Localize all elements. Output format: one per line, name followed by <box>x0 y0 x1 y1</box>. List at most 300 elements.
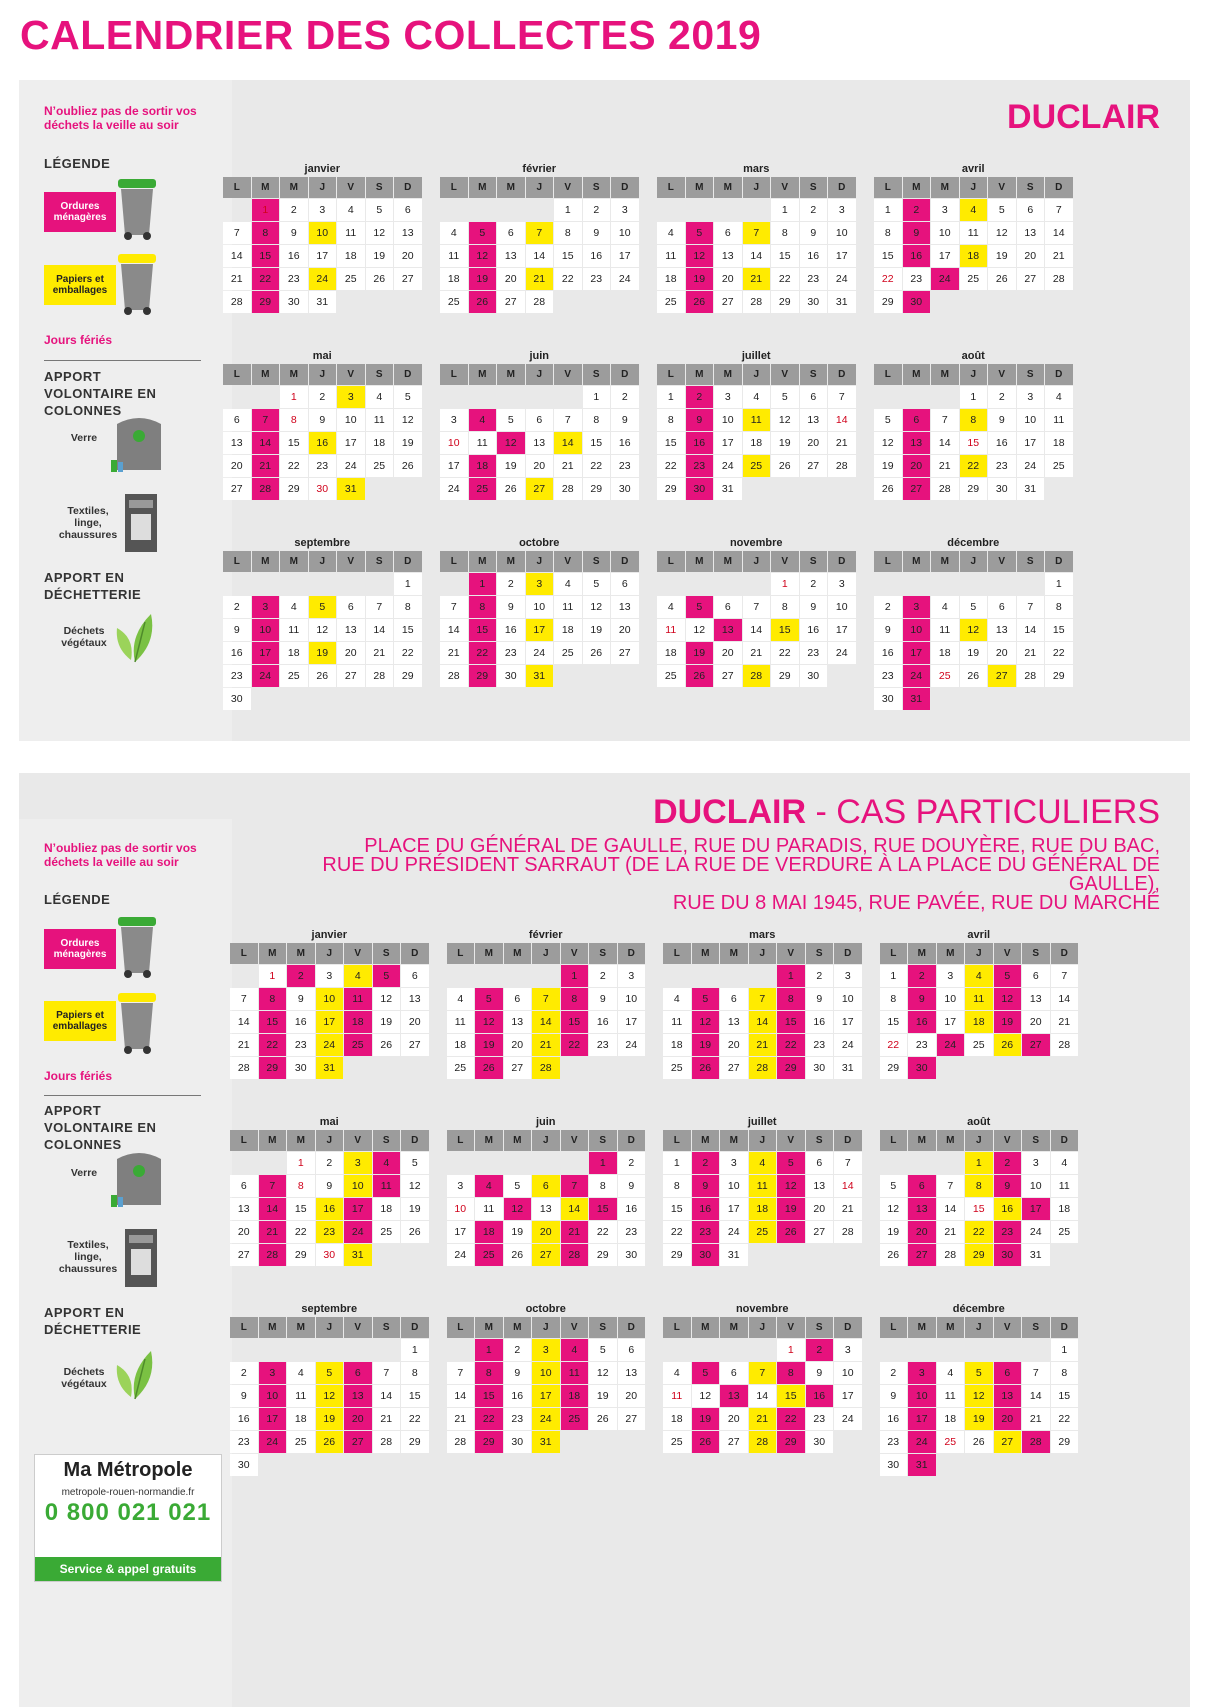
empty-cell <box>259 1152 287 1174</box>
day-grid <box>230 1130 429 1266</box>
weekday-header: V <box>337 364 365 385</box>
day-cell: 10 <box>828 596 856 618</box>
day-cell-ordures: 7 <box>259 1175 287 1197</box>
day-cell-ordures: 20 <box>903 455 931 477</box>
apport-decheterie-heading: APPORT EN DÉCHETTERIE <box>44 1305 142 1337</box>
day-cell: 9 <box>230 1385 258 1407</box>
day-cell: 19 <box>583 619 611 641</box>
day-cell: 25 <box>663 1431 691 1453</box>
day-cell: 16 <box>800 245 828 267</box>
page-title: CALENDRIER DES COLLECTES 2019 <box>20 12 762 58</box>
day-cell-ordures: 30 <box>903 291 931 313</box>
day-cell: 10 <box>828 222 856 244</box>
day-cell-ordures: 20 <box>344 1408 372 1430</box>
day-cell: 9 <box>988 409 1016 431</box>
day-cell-ordures: 24 <box>252 665 280 687</box>
day-cell-papiers: 8 <box>965 1175 993 1197</box>
weekday-header: S <box>1022 943 1050 964</box>
day-cell: 11 <box>440 245 468 267</box>
day-cell: 8 <box>663 1175 691 1197</box>
day-cell-papiers: 10 <box>316 988 344 1010</box>
day-cell: 23 <box>800 642 828 664</box>
day-cell-ordures: 6 <box>908 1175 936 1197</box>
day-cell-ordures: 30 <box>692 1244 720 1266</box>
day-cell-ordures: 7 <box>561 1175 589 1197</box>
day-cell: 8 <box>771 222 799 244</box>
day-cell: 20 <box>526 455 554 477</box>
weekday-header: M <box>287 1317 315 1338</box>
day-cell: 9 <box>583 222 611 244</box>
day-cell: 24 <box>611 268 639 290</box>
day-cell-ordures: 22 <box>252 268 280 290</box>
month-name: décembre <box>947 537 1000 549</box>
day-cell: 29 <box>960 478 988 500</box>
day-cell: 22 <box>1045 642 1073 664</box>
logo-phone[interactable]: 0 800 021 021 <box>44 1499 212 1526</box>
weekday-header: J <box>749 943 777 964</box>
weekday-header: V <box>554 177 582 198</box>
day-cell: 17 <box>309 245 337 267</box>
day-cell: 6 <box>988 596 1016 618</box>
weekday-header: M <box>908 943 936 964</box>
day-cell-ordures: 17 <box>903 642 931 664</box>
day-cell: 17 <box>834 1011 862 1033</box>
weekday-header: J <box>309 364 337 385</box>
weekday-header: D <box>828 551 856 572</box>
day-cell: 2 <box>280 199 308 221</box>
weekday-header: M <box>259 1317 287 1338</box>
day-cell-papiers: 6 <box>532 1175 560 1197</box>
day-cell-ordures: 1 <box>469 573 497 595</box>
day-cell: 23 <box>589 1034 617 1056</box>
day-cell: 11 <box>475 1198 503 1220</box>
day-cell: 29 <box>589 1244 617 1266</box>
day-cell: 4 <box>337 199 365 221</box>
day-cell-papiers: 24 <box>309 268 337 290</box>
legend-jours-feries: Jours fériés <box>44 1069 113 1083</box>
day-cell-ordures: 11 <box>344 988 372 1010</box>
weekday-header: J <box>960 551 988 572</box>
weekday-header: J <box>960 177 988 198</box>
day-cell: 10 <box>1022 1175 1050 1197</box>
day-cell: 20 <box>806 1198 834 1220</box>
day-cell: 26 <box>874 478 902 500</box>
day-cell: 7 <box>373 1362 401 1384</box>
weekday-header: M <box>497 177 525 198</box>
day-cell: 14 <box>1022 1385 1050 1407</box>
weekday-header: M <box>931 551 959 572</box>
empty-cell <box>692 1339 720 1361</box>
day-cell-papiers: 7 <box>749 988 777 1010</box>
day-cell: 28 <box>743 291 771 313</box>
day-cell: 25 <box>657 291 685 313</box>
day-cell: 3 <box>309 199 337 221</box>
day-cell: 4 <box>657 222 685 244</box>
day-cell-papiers: 14 <box>749 1011 777 1033</box>
weekday-header: M <box>280 551 308 572</box>
day-grid <box>874 551 1073 710</box>
day-cell: 22 <box>394 642 422 664</box>
day-cell: 14 <box>743 619 771 641</box>
day-cell: 13 <box>337 619 365 641</box>
day-cell: 25 <box>373 1221 401 1243</box>
weekday-header: M <box>937 943 965 964</box>
day-cell: 13 <box>401 988 429 1010</box>
weekday-header: J <box>743 364 771 385</box>
weekday-header: M <box>504 1130 532 1151</box>
day-cell-ordures: 11 <box>561 1362 589 1384</box>
weekday-header: S <box>800 551 828 572</box>
day-cell-ordures: 29 <box>252 291 280 313</box>
weekday-header: M <box>280 177 308 198</box>
day-cell: 21 <box>743 642 771 664</box>
month-name: mai <box>312 350 332 362</box>
day-cell: 6 <box>1022 965 1050 987</box>
divider <box>44 1095 201 1096</box>
weekday-header: M <box>686 364 714 385</box>
day-cell-ordures: 16 <box>903 245 931 267</box>
weekday-header: D <box>611 177 639 198</box>
day-cell: 25 <box>965 1034 993 1056</box>
day-cell: 8 <box>880 988 908 1010</box>
day-cell: 18 <box>337 245 365 267</box>
day-cell: 23 <box>280 268 308 290</box>
day-cell: 4 <box>743 386 771 408</box>
weekday-header: V <box>344 1130 372 1151</box>
day-cell: 13 <box>1017 222 1045 244</box>
streets-line: RUE DU 8 MAI 1945, RUE PAVÉE, RUE DU MARCHÉ <box>672 892 1160 914</box>
day-cell-ordures: 24 <box>908 1431 936 1453</box>
day-cell: 3 <box>931 199 959 221</box>
empty-cell <box>447 965 475 987</box>
day-cell: 2 <box>583 199 611 221</box>
day-cell-holiday: 10 <box>447 1198 475 1220</box>
day-cell: 13 <box>223 432 251 454</box>
day-cell-ordures: 26 <box>692 1431 720 1453</box>
day-cell: 30 <box>874 688 902 710</box>
day-cell: 11 <box>931 619 959 641</box>
day-cell: 8 <box>554 222 582 244</box>
day-cell: 1 <box>1051 1339 1079 1361</box>
day-cell: 27 <box>618 1408 646 1430</box>
weekday-header: M <box>714 177 742 198</box>
day-cell-ordures: 2 <box>903 199 931 221</box>
day-cell: 10 <box>720 1175 748 1197</box>
day-cell: 23 <box>230 1431 258 1453</box>
day-cell: 7 <box>1051 965 1079 987</box>
day-cell: 28 <box>828 455 856 477</box>
day-cell: 10 <box>337 409 365 431</box>
dechets-vegetaux-label: Déchets végétaux <box>61 1366 107 1390</box>
day-grid <box>657 551 856 687</box>
day-cell: 24 <box>447 1244 475 1266</box>
weekday-header: M <box>908 1317 936 1338</box>
day-cell-papiers: 22 <box>965 1221 993 1243</box>
day-cell-ordures: 8 <box>259 988 287 1010</box>
day-cell-ordures: 5 <box>994 965 1022 987</box>
legend-heading: LÉGENDE <box>44 892 111 907</box>
day-cell: 19 <box>394 432 422 454</box>
day-cell: 18 <box>663 1034 691 1056</box>
day-cell: 21 <box>373 1408 401 1430</box>
day-cell: 26 <box>589 1408 617 1430</box>
day-cell-papiers: 7 <box>743 222 771 244</box>
day-cell: 9 <box>309 409 337 431</box>
weekday-header: L <box>447 1130 475 1151</box>
day-cell: 3 <box>937 965 965 987</box>
day-cell: 9 <box>806 988 834 1010</box>
empty-cell <box>223 386 251 408</box>
legend-jours-feries: Jours fériés <box>44 333 113 347</box>
weekday-header: M <box>497 551 525 572</box>
legend-papiers: Papiers et emballages <box>44 1001 116 1041</box>
day-cell: 16 <box>611 432 639 454</box>
day-cell-ordures: 22 <box>469 642 497 664</box>
day-cell-papiers: 12 <box>316 1385 344 1407</box>
day-cell-ordures: 24 <box>903 665 931 687</box>
day-cell: 24 <box>440 478 468 500</box>
weekday-header: M <box>287 1130 315 1151</box>
day-cell: 30 <box>611 478 639 500</box>
day-cell: 23 <box>880 1431 908 1453</box>
day-cell-papiers: 14 <box>532 1011 560 1033</box>
day-cell: 8 <box>657 409 685 431</box>
day-cell-papiers: 3 <box>344 1152 372 1174</box>
day-cell: 2 <box>230 1362 258 1384</box>
day-cell-papiers: 26 <box>316 1431 344 1453</box>
empty-cell <box>686 573 714 595</box>
day-cell: 18 <box>931 642 959 664</box>
day-cell: 1 <box>874 199 902 221</box>
empty-cell <box>447 1152 475 1174</box>
day-cell: 21 <box>1022 1408 1050 1430</box>
day-cell-ordures: 16 <box>692 1198 720 1220</box>
empty-cell <box>532 1152 560 1174</box>
day-cell: 28 <box>373 1431 401 1453</box>
weekday-header: L <box>223 364 251 385</box>
day-cell: 27 <box>497 291 525 313</box>
day-cell: 23 <box>223 665 251 687</box>
day-cell: 3 <box>316 965 344 987</box>
weekday-header: L <box>223 177 251 198</box>
weekday-header: M <box>692 1130 720 1151</box>
day-cell: 13 <box>526 432 554 454</box>
day-cell-ordures: 19 <box>692 1408 720 1430</box>
day-cell: 6 <box>223 409 251 431</box>
day-cell: 12 <box>988 222 1016 244</box>
weekday-header: D <box>828 364 856 385</box>
day-cell-papiers: 31 <box>532 1431 560 1453</box>
day-cell: 6 <box>714 596 742 618</box>
weekday-header: M <box>720 943 748 964</box>
day-cell: 4 <box>1051 1152 1079 1174</box>
day-cell-ordures: 9 <box>994 1175 1022 1197</box>
day-cell: 10 <box>526 596 554 618</box>
day-cell-ordures: 19 <box>686 642 714 664</box>
weekday-header: D <box>394 177 422 198</box>
day-cell-papiers: 24 <box>316 1034 344 1056</box>
day-cell: 28 <box>834 1221 862 1243</box>
day-cell-ordures: 23 <box>686 455 714 477</box>
day-cell: 16 <box>497 619 525 641</box>
weekday-header: S <box>806 1130 834 1151</box>
locality-name: DUCLAIR <box>1007 98 1160 136</box>
day-cell: 8 <box>401 1362 429 1384</box>
day-cell-ordures: 26 <box>686 291 714 313</box>
day-grid <box>223 177 422 313</box>
day-cell: 15 <box>1045 619 1073 641</box>
empty-cell <box>1022 1339 1050 1361</box>
day-cell: 19 <box>771 432 799 454</box>
logo-badge: Service & appel gratuits <box>35 1557 221 1581</box>
day-cell-ordures: 5 <box>686 222 714 244</box>
empty-cell <box>749 965 777 987</box>
day-cell: 24 <box>720 1221 748 1243</box>
reminder-text: N’oubliez pas de sortir vos déchets la veille au soir <box>44 841 197 869</box>
day-cell: 7 <box>743 596 771 618</box>
weekday-header: V <box>994 943 1022 964</box>
day-cell-papiers: 12 <box>960 619 988 641</box>
weekday-header: M <box>287 943 315 964</box>
weekday-header: D <box>1051 943 1079 964</box>
day-cell: 12 <box>880 1198 908 1220</box>
day-cell: 2 <box>504 1339 532 1361</box>
weekday-header: L <box>440 177 468 198</box>
day-cell: 6 <box>497 222 525 244</box>
day-cell: 22 <box>280 455 308 477</box>
weekday-header: J <box>749 1317 777 1338</box>
day-cell: 8 <box>1051 1362 1079 1384</box>
empty-cell <box>440 199 468 221</box>
weekday-header: M <box>469 551 497 572</box>
day-cell: 1 <box>663 1152 691 1174</box>
section-general <box>19 80 1190 741</box>
day-cell-ordures: 29 <box>475 1431 503 1453</box>
day-cell: 13 <box>618 1362 646 1384</box>
day-cell-papiers: 21 <box>532 1034 560 1056</box>
day-cell: 12 <box>394 409 422 431</box>
day-cell: 22 <box>771 642 799 664</box>
empty-cell <box>1017 573 1045 595</box>
day-cell: 30 <box>287 1057 315 1079</box>
day-cell: 15 <box>1051 1385 1079 1407</box>
day-cell-papiers: 21 <box>749 1034 777 1056</box>
day-cell-papiers: 7 <box>532 988 560 1010</box>
day-cell: 2 <box>497 573 525 595</box>
day-cell: 9 <box>800 596 828 618</box>
day-cell: 5 <box>504 1175 532 1197</box>
day-cell: 15 <box>583 432 611 454</box>
day-cell: 27 <box>720 1431 748 1453</box>
day-cell: 16 <box>230 1408 258 1430</box>
day-cell-holiday: 25 <box>931 665 959 687</box>
day-cell: 17 <box>828 245 856 267</box>
day-cell-holiday: 14 <box>828 409 856 431</box>
weekday-header: M <box>714 551 742 572</box>
empty-cell <box>287 1339 315 1361</box>
day-cell-papiers: 3 <box>337 386 365 408</box>
day-cell-ordures: 2 <box>287 965 315 987</box>
empty-cell <box>344 1339 372 1361</box>
day-cell-ordures: 17 <box>259 1408 287 1430</box>
day-cell: 27 <box>1017 268 1045 290</box>
day-cell: 31 <box>720 1244 748 1266</box>
day-cell-ordures: 22 <box>475 1408 503 1430</box>
logo-url[interactable]: metropole-rouen-normandie.fr <box>61 1487 195 1498</box>
empty-cell <box>337 573 365 595</box>
empty-cell <box>720 1339 748 1361</box>
empty-cell <box>223 199 251 221</box>
day-cell-ordures: 5 <box>692 1362 720 1384</box>
day-cell: 15 <box>394 619 422 641</box>
day-cell: 20 <box>800 432 828 454</box>
day-cell: 6 <box>720 1362 748 1384</box>
day-cell-ordures: 7 <box>252 409 280 431</box>
day-cell: 26 <box>373 1034 401 1056</box>
day-cell: 5 <box>988 199 1016 221</box>
leaf-icon <box>111 1345 159 1401</box>
day-cell: 14 <box>230 1011 258 1033</box>
day-cell: 31 <box>714 478 742 500</box>
day-cell-papiers: 5 <box>309 596 337 618</box>
day-cell-papiers: 7 <box>526 222 554 244</box>
weekday-header: J <box>965 1130 993 1151</box>
day-cell: 14 <box>1051 988 1079 1010</box>
day-cell: 20 <box>394 245 422 267</box>
day-cell: 7 <box>447 1362 475 1384</box>
day-cell-papiers: 22 <box>960 455 988 477</box>
textiles-label: Textiles, linge, chaussures <box>58 1239 118 1275</box>
locality-title <box>1007 98 1160 137</box>
day-cell: 27 <box>504 1057 532 1079</box>
day-cell: 23 <box>874 665 902 687</box>
day-cell-ordures: 10 <box>252 619 280 641</box>
day-cell-holiday: 1 <box>777 1339 805 1361</box>
logo-title: Ma Métropole <box>63 1459 193 1481</box>
day-cell-ordures: 26 <box>692 1057 720 1079</box>
day-cell-ordures: 1 <box>589 1152 617 1174</box>
day-cell: 28 <box>230 1057 258 1079</box>
day-cell: 11 <box>469 432 497 454</box>
day-cell: 9 <box>618 1175 646 1197</box>
day-cell-papiers: 18 <box>965 1011 993 1033</box>
day-cell: 14 <box>526 245 554 267</box>
empty-cell <box>714 573 742 595</box>
day-cell: 16 <box>280 245 308 267</box>
day-cell: 19 <box>988 245 1016 267</box>
weekday-header: S <box>583 177 611 198</box>
day-cell: 29 <box>401 1431 429 1453</box>
day-cell: 5 <box>880 1175 908 1197</box>
day-cell-ordures: 2 <box>692 1152 720 1174</box>
day-cell: 13 <box>806 1175 834 1197</box>
day-cell-ordures: 19 <box>994 1011 1022 1033</box>
weekday-header: D <box>401 1317 429 1338</box>
month-name: mai <box>319 1116 339 1128</box>
weekday-header: V <box>994 1317 1022 1338</box>
day-cell-ordures: 15 <box>469 619 497 641</box>
weekday-header: M <box>908 1130 936 1151</box>
weekday-header: V <box>777 1130 805 1151</box>
weekday-header: M <box>259 943 287 964</box>
day-cell: 9 <box>497 596 525 618</box>
weekday-header: S <box>366 177 394 198</box>
day-cell: 14 <box>937 1198 965 1220</box>
weekday-header: L <box>447 1317 475 1338</box>
weekday-header: M <box>252 177 280 198</box>
day-cell-papiers: 21 <box>526 268 554 290</box>
day-cell: 2 <box>618 1152 646 1174</box>
